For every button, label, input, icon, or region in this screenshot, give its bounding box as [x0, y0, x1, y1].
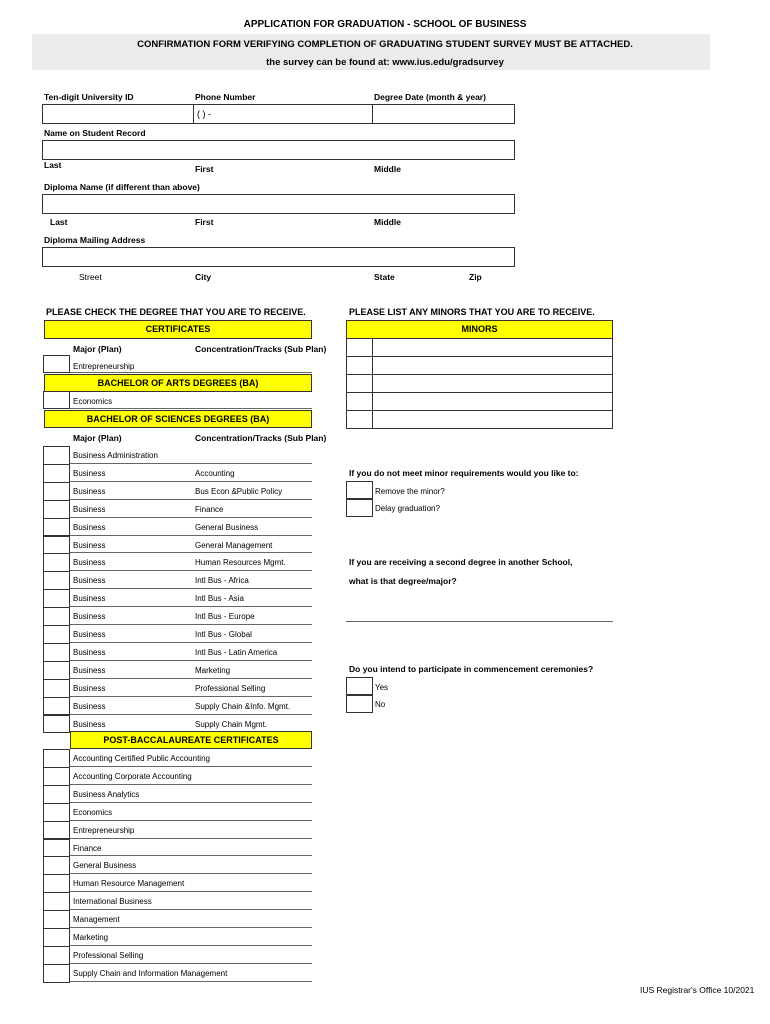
bs-row-checkbox[interactable]: [43, 715, 70, 734]
bs-row-concentration: Accounting: [195, 468, 235, 478]
street-label: Street: [79, 272, 102, 282]
mailing-label: Diploma Mailing Address: [44, 235, 146, 245]
post-bacc-item: Finance: [73, 843, 102, 853]
bs-col-conc: Concentration/Tracks (Sub Plan): [195, 433, 327, 443]
state-label: State: [374, 272, 395, 282]
diploma-name-field[interactable]: [42, 194, 515, 214]
post-bacc-row-line: [70, 802, 312, 803]
minor-name-field[interactable]: [372, 410, 613, 429]
bs-row-major: Business: [73, 612, 106, 622]
bs-row-major: Business: [73, 665, 106, 675]
minors-heading: PLEASE LIST ANY MINORS THAT YOU ARE TO RECEIVE.: [349, 307, 595, 317]
post-bacc-checkbox[interactable]: [43, 749, 70, 768]
bs-row-line: [70, 696, 312, 697]
name-record-field[interactable]: [42, 140, 515, 160]
post-bacc-checkbox[interactable]: [43, 856, 70, 875]
bs-row-line: [70, 552, 312, 553]
post-bacc-row-line: [70, 909, 312, 910]
minor-name-field[interactable]: [372, 338, 613, 357]
minor-name-field[interactable]: [372, 374, 613, 393]
minor-checkbox[interactable]: [346, 374, 373, 393]
phone-field[interactable]: [193, 104, 373, 124]
university-id-field[interactable]: [42, 104, 194, 124]
post-bacc-item: Accounting Certified Public Accounting: [73, 754, 210, 763]
name-middle-label: Middle: [374, 164, 401, 174]
post-bacc-row-line: [70, 963, 312, 964]
mailing-field[interactable]: [42, 247, 515, 267]
bs-row-concentration: Intl Bus - Europe: [195, 612, 255, 622]
name-record-label: Name on Student Record: [44, 128, 146, 138]
bs-row-line: [70, 517, 312, 518]
bs-header: BACHELOR OF SCIENCES DEGREES (BA): [44, 410, 312, 428]
remove-minor-checkbox[interactable]: [346, 481, 373, 499]
notice-line-2: the survey can be found at: www.ius.edu/gradsurvey: [266, 57, 504, 68]
minor-checkbox[interactable]: [346, 356, 373, 375]
bs-row-major: Business: [73, 558, 106, 568]
delay-graduation-label: Delay graduation?: [375, 504, 440, 513]
ba-item: Economics: [73, 397, 113, 406]
bs-row-line: [70, 606, 312, 607]
bs-row-checkbox[interactable]: [43, 518, 70, 537]
post-bacc-row-line: [70, 855, 312, 856]
post-bacc-checkbox[interactable]: [43, 821, 70, 840]
bs-row-checkbox[interactable]: [43, 446, 70, 465]
form-title: APPLICATION FOR GRADUATION - SCHOOL OF BUSINESS: [243, 19, 527, 30]
bs-row-checkbox[interactable]: [43, 536, 70, 555]
diploma-first-label: First: [195, 217, 214, 227]
post-bacc-checkbox[interactable]: [43, 964, 70, 983]
bs-row-major: Business: [73, 576, 106, 586]
second-degree-line-2: what is that degree/major?: [349, 576, 457, 586]
bs-row-line: [70, 624, 312, 625]
bs-row-concentration: Human Resources Mgmt.: [195, 558, 286, 568]
minor-checkbox[interactable]: [346, 410, 373, 429]
bs-row-concentration: Intl Bus - Africa: [195, 576, 249, 586]
bs-row-checkbox[interactable]: [43, 589, 70, 608]
minor-name-field[interactable]: [372, 392, 613, 411]
post-bacc-item: Supply Chain and Information Management: [73, 968, 228, 978]
bs-row-checkbox[interactable]: [43, 464, 70, 483]
bs-row-major: Business: [73, 540, 106, 550]
bs-row-major: Business: [73, 701, 106, 711]
bs-row-line: [70, 499, 312, 500]
cert-entrepreneurship-checkbox[interactable]: [43, 355, 70, 373]
minor-checkbox[interactable]: [346, 338, 373, 357]
bs-row-concentration: Supply Chain Mgmt.: [195, 719, 268, 729]
diploma-middle-label: Middle: [374, 217, 401, 227]
bs-row-line: [70, 660, 312, 661]
post-bacc-item: International Business: [73, 897, 152, 907]
commencement-yes-checkbox[interactable]: [346, 677, 373, 695]
post-bacc-checkbox[interactable]: [43, 803, 70, 822]
bs-row-major: Business: [73, 719, 106, 729]
second-degree-answer-line[interactable]: [346, 621, 613, 622]
bs-row-major: Business: [73, 630, 106, 639]
post-bacc-checkbox[interactable]: [43, 767, 70, 786]
bs-row-major: Business: [73, 594, 106, 604]
post-bacc-item: Human Resource Management: [73, 879, 185, 889]
bs-row-line: [70, 481, 312, 482]
bs-row-concentration: General Business: [195, 522, 259, 532]
post-bacc-item: Marketing: [73, 933, 109, 942]
bs-row-concentration: Professional Selling: [195, 683, 266, 693]
bs-row-major: Business: [73, 504, 106, 514]
footer-note: IUS Registrar's Office 10/2021: [640, 985, 755, 995]
second-degree-line-1: If you are receiving a second degree in another School,: [349, 557, 573, 567]
degree-heading: PLEASE CHECK THE DEGREE THAT YOU ARE TO RECEIVE.: [46, 307, 306, 317]
bs-row-checkbox[interactable]: [43, 679, 70, 698]
notice-line-1: CONFIRMATION FORM VERIFYING COMPLETION OF GRADUATING STUDENT SURVEY MUST BE ATTACHED.: [137, 39, 633, 50]
diploma-last-label: Last: [50, 217, 68, 227]
post-bacc-row-line: [70, 838, 312, 839]
post-bacc-item: Professional Selling: [73, 950, 144, 960]
bs-row-concentration: Bus Econ &Public Policy: [195, 486, 283, 496]
post-bacc-item: Management: [73, 915, 120, 925]
cert-row-line: [70, 372, 312, 373]
bs-row-concentration: General Management: [195, 540, 273, 550]
bs-row-line: [70, 570, 312, 571]
bs-row-checkbox[interactable]: [43, 607, 70, 626]
cert-item: Entrepreneurship: [73, 362, 135, 371]
ba-economics-checkbox[interactable]: [43, 391, 70, 409]
post-bacc-checkbox[interactable]: [43, 946, 70, 965]
degree-date-label: Degree Date (month & year): [374, 92, 486, 102]
bs-row-line: [70, 588, 312, 589]
bs-row-line: [70, 678, 312, 679]
bs-row-major: Business: [73, 522, 106, 532]
post-bacc-row-line: [70, 766, 312, 767]
diploma-name-label: Diploma Name (if different than above): [44, 182, 200, 192]
ba-header: BACHELOR OF ARTS DEGREES (BA): [44, 374, 312, 392]
university-id-label: Ten-digit University ID: [44, 92, 134, 102]
city-label: City: [195, 272, 212, 282]
degree-date-field[interactable]: [372, 104, 515, 124]
certificates-header: CERTIFICATES: [44, 320, 312, 339]
commencement-no-label: No: [375, 700, 386, 709]
post-bacc-checkbox[interactable]: [43, 892, 70, 911]
cert-col-major: Major (Plan): [73, 344, 122, 354]
bs-col-major: Major (Plan): [73, 433, 122, 443]
minors-header: MINORS: [346, 320, 613, 339]
bs-row-major: Business: [73, 683, 106, 693]
bs-row-concentration: Marketing: [195, 665, 231, 675]
bs-row-concentration: Intl Bus - Global: [195, 630, 252, 639]
phone-placeholder: ( ) -: [197, 109, 211, 119]
bs-row-line: [70, 463, 312, 464]
name-last-label: Last: [44, 160, 62, 170]
bs-row-line: [70, 535, 312, 536]
post-bacc-row-line: [70, 945, 312, 946]
bs-row-checkbox[interactable]: [43, 625, 70, 644]
bs-row-checkbox[interactable]: [43, 482, 70, 501]
minor-checkbox[interactable]: [346, 392, 373, 411]
bs-row-line: [70, 714, 312, 715]
post-bacc-row-line: [70, 873, 312, 874]
bs-row-concentration: Intl Bus - Asia: [195, 594, 244, 604]
bs-row-checkbox[interactable]: [43, 500, 70, 519]
post-bacc-item: General Business: [73, 861, 137, 871]
bs-row-concentration: Supply Chain &Info. Mgmt.: [195, 701, 291, 711]
post-bacc-checkbox[interactable]: [43, 839, 70, 858]
zip-label: Zip: [469, 272, 482, 282]
commencement-question: Do you intend to participate in commencement ceremonies?: [349, 664, 594, 674]
bs-row-checkbox[interactable]: [43, 661, 70, 680]
post-bacc-row-line: [70, 820, 312, 821]
post-bacc-row-line: [70, 891, 312, 892]
commencement-no-checkbox[interactable]: [346, 695, 373, 713]
bs-row-line: [70, 642, 312, 643]
post-bacc-checkbox[interactable]: [43, 928, 70, 947]
post-bacc-checkbox[interactable]: [43, 785, 70, 804]
phone-label: Phone Number: [195, 92, 256, 102]
name-first-label: First: [195, 164, 214, 174]
bs-row-major: Business: [73, 647, 106, 657]
bs-row-concentration: Intl Bus - Latin America: [195, 647, 278, 657]
bs-row-checkbox[interactable]: [43, 697, 70, 716]
post-bacc-item: Entrepreneurship: [73, 825, 135, 835]
post-bacc-checkbox[interactable]: [43, 874, 70, 893]
post-bacc-row-line: [70, 784, 312, 785]
delay-graduation-checkbox[interactable]: [346, 499, 373, 517]
bs-row-concentration: Finance: [195, 504, 224, 514]
bs-row-major: Business: [73, 468, 106, 478]
minor-req-question: If you do not meet minor requirements would you like to:: [349, 468, 579, 478]
minor-name-field[interactable]: [372, 356, 613, 375]
commencement-yes-label: Yes: [375, 683, 389, 692]
cert-col-conc: Concentration/Tracks (Sub Plan): [195, 344, 327, 354]
remove-minor-label: Remove the minor?: [375, 487, 445, 496]
post-bacc-checkbox[interactable]: [43, 910, 70, 929]
post-bacc-row-line: [70, 981, 312, 982]
bs-row-checkbox[interactable]: [43, 643, 70, 662]
ba-row-line: [70, 408, 312, 409]
bs-row-major: Business: [73, 486, 106, 496]
bs-row-checkbox[interactable]: [43, 571, 70, 590]
bs-row-major: Business Administration: [73, 451, 158, 460]
post-bacc-item: Economics: [73, 807, 113, 817]
post-bacc-header: POST-BACCALAUREATE CERTIFICATES: [70, 731, 312, 749]
post-bacc-item: Accounting Corporate Accounting: [73, 771, 192, 781]
bs-row-checkbox[interactable]: [43, 553, 70, 572]
post-bacc-row-line: [70, 927, 312, 928]
post-bacc-item: Business Analytics: [73, 789, 140, 799]
